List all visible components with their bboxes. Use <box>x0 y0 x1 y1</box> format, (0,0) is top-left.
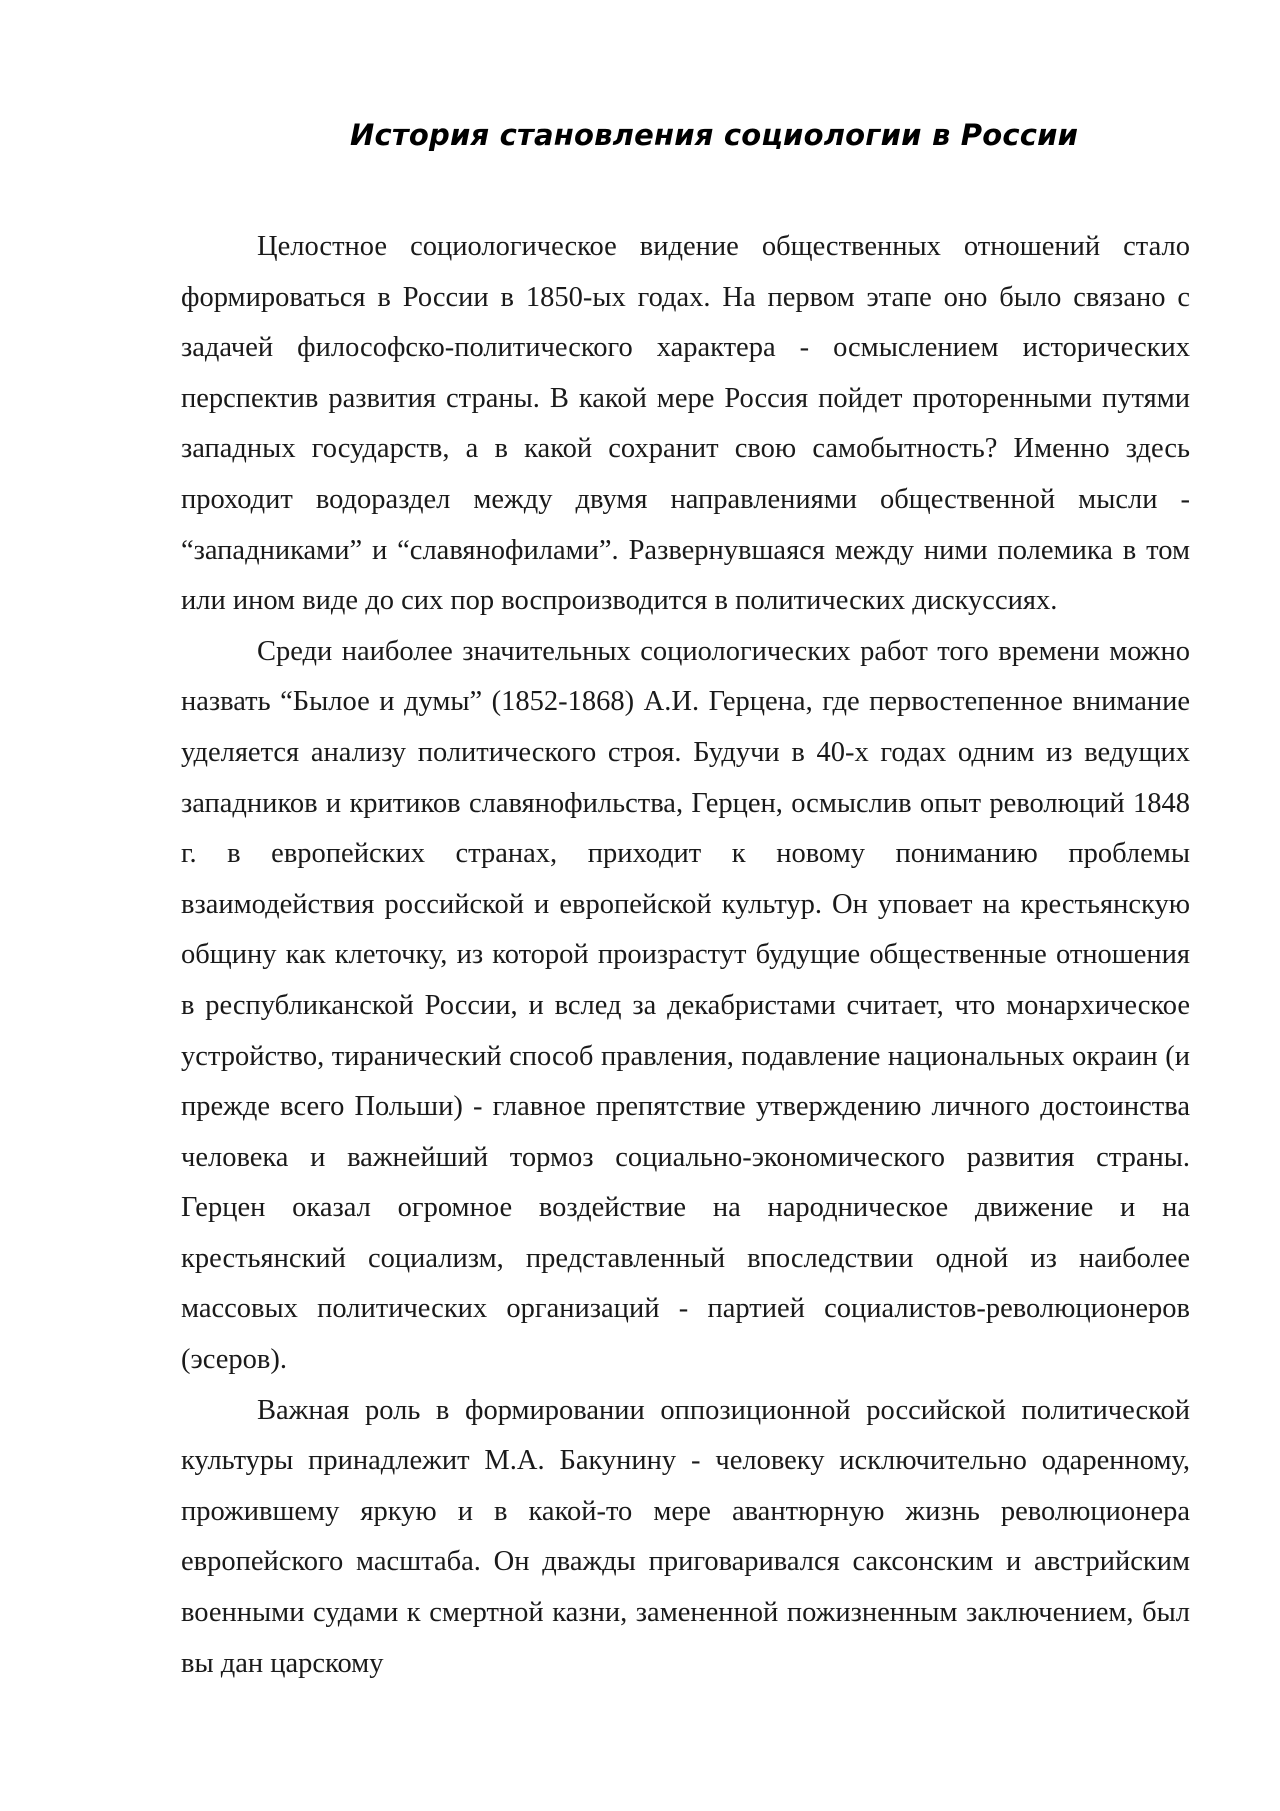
document-body <box>181 222 1190 1689</box>
paragraph-3: Важная роль в формировании оппозиционной российской политической культуры принадлежит М.А. Бакунину - человеку исключительно одаренному, прожившему яркую и в какой-то мере авантюрную жизнь революционера европейского масштаба. Он дважды приговаривался саксонским и австрийским военными судами к смертной казни, замененной пожизненным заключением, был вы дан царскому <box>181 1394 1190 1679</box>
paragraph-1: Целостное социологическое видение общественных отношений стало формироваться в России в 1850-ых годах. На первом этапе оно было связано с задачей философско-политического характера - осмыслением исторических перспектив развития страны. В какой мере Россия пойдет проторенными путями западных государств, а в какой сохранит свою самобытность? Именно здесь проходит водораздел между двумя направлениями общественной мысли - “западниками” и “славянофилами”. Развернувшаяся между ними полемика в том или ином виде до сих пор воспроизводится в политических дискуссиях. <box>181 231 1190 617</box>
paragraph-2: Среди наиболее значительных социологических работ того времени можно назвать “Былое и думы” (1852-1868) А.И. Герцена, где первостепенное внимание уделяется анализу политического строя. Будучи в 40-х годах одним из ведущих западников и критиков славянофильства, Герцен, осмыслив опыт революций 1848 г. в европейских странах, приходит к новому пониманию проблемы взаимодействия российской и европейской культур. Он уповает на крестьянскую общину как клеточку, из которой произрастут будущие общественные отношения в республиканской России, и вслед за декабристами считает, что монархическое устройство, тиранический способ правления, подавление национальных окраин (и прежде всего Польши) - главное препятствие утверждению личного достоинства человека и важнейший тормоз социально-экономического развития страны. Герцен оказал огромное воздействие на народническое движение и на крестьянский социализм, представленный впоследствии одной из наиболее массовых политических организаций - партией социалистов-революционеров (эсеров). <box>181 635 1190 1376</box>
document-title: История становления социологии в России <box>350 118 1079 152</box>
